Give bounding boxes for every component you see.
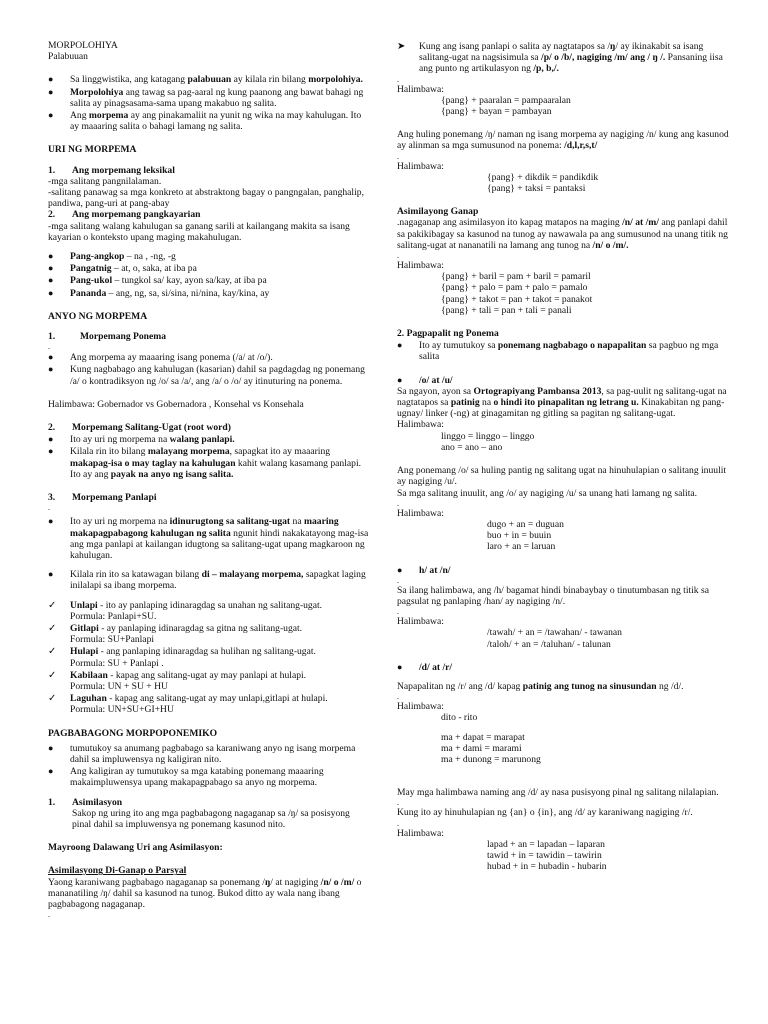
dot-marker: . (397, 251, 399, 261)
ou-text2-line: Sa mga salitang inuulit, ang /o/ ay nagiging /u/ sa unang hati lamang ng salita. (397, 487, 698, 499)
panlapi-bullet: ● Ito ay uri ng morpema na idinurugtong sa salitang-ugat na maaring makapagpabagong kahulugan ng salita ngunit hindi nakakatayong mag-isa ang mga panlapi at kailangan idugtong sa salitang-ugat upang magkaroon ng kahulugan. (48, 516, 370, 561)
pinal-text: May mga halimbawa naming ang /d/ ay nasa pusisyong pinal ng salitang nilalapian. (397, 787, 719, 799)
kayarian-item: ● Pananda – ang, ng, sa, si/sina, ni/nina, kay/kina, ay (48, 288, 370, 299)
ugat-bullet: ● Ito ay uri ng morpema na walang panlapi. (48, 434, 370, 445)
di-ganap-text: Yaong karaniwang pagbabago nagaganap sa ponemang /ŋ/ at nagiging /n/ o /m/ o mananatiling /ŋ/ dahil sa kasunod na tunog. Bukod ditto ay wala nang ibang pagbabagong nagaganap. (48, 876, 362, 910)
ou-text2-line: Ang ponemang /o/ sa huling pantig ng salitang ugat na hinuhulapian o salitang inuulit ay nagiging /u/. (397, 465, 727, 488)
example-line: linggo = linggo – linggo (441, 430, 535, 442)
ponema-example: Halimbawa: Gobernador vs Gobernadora , Konsehal vs Konsehala (48, 398, 304, 410)
dot-marker: . (397, 498, 399, 508)
halimbawa-label: Halimbawa: (397, 419, 444, 431)
example-line: {pang} + paaralan = pampaaralan (441, 94, 571, 106)
anyo-item-2: 2. Morpemang Salitang-Ugat (root word) (48, 422, 231, 434)
bullet-icon (48, 352, 70, 363)
checkmark-icon (48, 693, 70, 715)
checkmark-icon (48, 646, 70, 668)
uri-1-line: -mga salitang pangnilalaman. (48, 175, 162, 187)
example-line: ma + dami = marami (441, 742, 522, 754)
example-line: /tawah/ + an = /tawahan/ - tawanan (487, 627, 622, 639)
pagbabagong-heading: PAGBABAGONG MORPOPONEMIKO (48, 727, 218, 739)
checkmark-icon (48, 623, 70, 645)
dot-marker: . (397, 607, 399, 617)
bullet-icon (397, 662, 419, 673)
anyo-heading: ANYO NG MORPEMA (48, 310, 148, 322)
checkmark-icon (48, 600, 70, 622)
bullet-icon (48, 446, 70, 480)
kung-text: Kung ito ay hinuhulapian ng {an} o {in}, ang /d/ ay karaniwang nagiging /r/. (397, 807, 693, 819)
example-line: /taloh/ + an = /taluhan/ - talunan (487, 638, 611, 650)
bullet-icon (48, 110, 70, 132)
checkmark-icon (48, 670, 70, 692)
panlapi-type: ✓ Laguhan - kapag ang salitang-ugat ay may unlapi,gitlapi at hulapi. Pormula: UN+SU+GI+HU (48, 693, 370, 715)
halimbawa-label: Halimbawa: (397, 507, 444, 519)
example-line: ma + dunong = marunong (441, 753, 541, 765)
uri-1-line: -salitang panawag sa mga konkreto at abstraktong bagay o pangngalan, panghalip, pandiwa, pang-uri at pang-abay (48, 187, 364, 210)
halimbawa-label: Halimbawa: (397, 260, 444, 272)
bullet-icon (48, 364, 70, 386)
dalawang-uri-heading: Mayroong Dalawang Uri ang Asimilasyon: (48, 842, 223, 854)
di-ganap-heading: Asimilasyong Di-Ganap o Parsyal (48, 865, 187, 877)
panlapi-type: ✓ Gitlapi - ay panlaping idinaragdag sa gitna ng salitang-ugat. Formula: SU+Panlapi (48, 623, 370, 645)
dot-marker: . (397, 151, 399, 161)
pagbabagong-bullet: ● Ang kaligiran ay tumutukoy sa mga katabing ponemang maaaring makaimpluwensya upang makapagpabago sa anyo ng morpema. (48, 766, 370, 788)
anyo-item-1: 1. Morpemang Ponema (48, 331, 167, 343)
asimilasyon-text: Sakop ng uring ito ang mga pagbabagong nagaganap sa /ŋ/ sa posisyong pinal dahil sa impluwensya ng ponemang kasunod nito. (72, 807, 350, 830)
example-line: {pang} + baril = pam + baril = pamaril (441, 271, 591, 283)
bullet-icon (397, 565, 419, 576)
bullet-icon (48, 743, 70, 765)
halimbawa-label: Halimbawa: (397, 827, 444, 839)
example-line: ma + dapat = marapat (441, 731, 525, 743)
bullet-icon (48, 251, 70, 262)
halimbawa-label: Halimbawa: (397, 701, 444, 713)
pagbabagong-bullet: ● tumutukoy sa anumang pagbabago sa karaniwang anyo ng isang morpema dahil sa impluwensya ng kaligiran nito. (48, 743, 370, 765)
ou-heading-bullet: ● /o/ at /u/ (397, 375, 733, 386)
panlapi-type: ✓ Kabilaan - kapag ang salitang-ugat ay may panlapi at hulapi. Pormula: UN + SU + HU (48, 670, 370, 692)
bullet-icon (48, 275, 70, 286)
example-line: ano = ano – ano (441, 441, 503, 453)
example-line: {pang} + palo = pam + palo = pamalo (441, 282, 588, 294)
example-line: dito - rito (441, 712, 478, 724)
example-line: laro + an = laruan (487, 541, 556, 553)
kayarian-item: ● Pang-angkop – na , -ng, -g (48, 251, 370, 262)
dot-marker: . (397, 575, 399, 585)
doc-title: MORPOLOHIYA (48, 40, 118, 51)
dot-marker: . (397, 692, 399, 702)
kayarian-item: ● Pangatnig – at, o, saka, at iba pa (48, 263, 370, 274)
hn-text: Sa ilang halimbawa, ang /h/ bagamat hindi binabaybay o tinutumbasan ng titik sa pagsulat ng panlaping /han/ ay nagiging /n/. (397, 584, 709, 607)
dot-marker: . (397, 818, 399, 828)
bullet-icon (48, 516, 70, 561)
example-line: {pang} + taksi = pantaksi (487, 183, 586, 195)
halimbawa-label: Halimbawa: (397, 160, 444, 172)
bullet-icon (48, 766, 70, 788)
dot-marker: . (397, 798, 399, 808)
uri-2-line: -mga salitang walang kahulugan sa ganang sarili at kailangang makita sa isang kayarian o konteksto upang maging makahulugan. (48, 220, 350, 243)
bullet-icon (48, 87, 70, 109)
panlapi-type: ✓ Hulapi - ang panlaping idinaragdag sa hulihan ng salitang-ugat. Pormula: SU + Panlapi . (48, 646, 370, 668)
dot-marker: . (48, 910, 50, 920)
pagpapalit-bullet: ● Ito ay tumutukoy sa ponemang nagbabago o napapalitan sa pagbuo ng mga salita (397, 340, 733, 362)
bullet-icon (48, 434, 70, 445)
example-line: dugo + an = duguan (487, 518, 564, 530)
uri-heading: URI NG MORPEMA (48, 144, 137, 156)
ou-text: Sa ngayon, ayon sa Ortograpiyang Pambansa 2013, sa pag-uulit ng salitang-ugat na nagtatapos sa patinig na o hindi ito pinapalitan ng letrang u. Kinakabitan ng pang-ugnay/ linker (-ng) at ginagamitan ng gitling sa pagitan ng salitang-ugat. (397, 385, 727, 420)
uri-item-2: 2. Ang morpemang pangkayarian (48, 209, 201, 221)
bullet-icon (397, 375, 419, 386)
dot-marker: . (48, 503, 50, 513)
arrow-icon (397, 41, 419, 75)
example-line: {pang} + takot = pan + takot = panakot (441, 293, 593, 305)
first-arrow-bullet: ➤ Kung ang isang panlapi o salita ay nagtatapos sa /ŋ/ ay ikinakabit sa isang salitang-ugat na nagsisimula sa /p/ o /b/, nagiging /m/ ang / ŋ /. Pansaning iisa ang punto ng artikulasyon ng /p, b,/. (397, 41, 733, 75)
example-line: {pang} + dikdik = pandikdik (487, 171, 599, 183)
asimilasyon-item: 1. Asimilasyon (48, 796, 123, 808)
ponema-bullet: ● Kung nagbabago ang kahulugan (kasarian) dahil sa pagdagdag ng ponemang /a/ o kontradiksyon ng /o/ sa /a/, ang /a/ o /o/ ay itinuturing na ponema. (48, 364, 370, 386)
left-column (48, 40, 370, 919)
halimbawa-label: Halimbawa: (397, 83, 444, 95)
doc-subtitle: Palabuuan (48, 51, 88, 63)
right-column (397, 40, 733, 872)
example-line: {pang} + tali = pan + tali = panali (441, 304, 572, 316)
ugat-bullet: ● Kilala rin ito bilang malayang morpema, sapagkat ito ay maaaring makapag-isa o may taglay na kahulugan kahit walang kasamang panlapi. Ito ay ang payak na anyo ng isang salita. (48, 446, 370, 480)
hn-heading-bullet: ● h/ at /n/ (397, 565, 733, 576)
kayarian-item: ● Pang-ukol – tungkol sa/ kay, ayon sa/kay, at iba pa (48, 275, 370, 286)
dot-marker: . (397, 74, 399, 84)
halimbawa-label: Halimbawa: (397, 616, 444, 628)
ganap-heading: Asimilayong Ganap (397, 206, 479, 218)
example-line: buo + in = buuin (487, 530, 552, 542)
bullet-icon (48, 569, 70, 591)
huling-ponema-text: Ang huling ponemang /ŋ/ naman ng isang morpema ay nagiging /n/ kung ang kasunod ay alinman sa mga sumusunod na ponema: /d,l,r,s,t/ (397, 129, 729, 152)
bullet-icon (48, 74, 70, 85)
bullet-icon (397, 340, 419, 362)
dr-text: Napapalitan ng /r/ ang /d/ kapag patinig ang tunog na sinusundan ng /d/. (397, 680, 684, 692)
panlapi-type: ✓ Unlapi - ito ay panlaping idinaragdag sa unahan ng salitang-ugat. Pormula: Panlapi+SU. (48, 600, 370, 622)
bullet-icon (48, 263, 70, 274)
intro-bullet-3: ● Ang morpema ay ang pinakamaliit na yunit ng wika na may kahulugan. Ito ay maaaring salita o bahagi lamang ng salita. (48, 110, 370, 132)
panlapi-bullet: ● Kilala rin ito sa katawagan bilang di – malayang morpema, sapagkat laging inilalapi sa ibang morpema. (48, 569, 370, 591)
dot-marker: . (48, 342, 50, 352)
intro-bullet-2: ● Morpolohiya ang tawag sa pag-aaral ng kung paanong ang bawat bahagi ng salita ay pinagsasama-sama upang makabuo ng salita. (48, 87, 370, 109)
bullet-icon (48, 288, 70, 299)
anyo-item-3: 3. Morpemang Panlapi (48, 492, 157, 504)
example-line: {pang} + bayan = pambayan (441, 106, 552, 118)
ponema-bullet: ● Ang morpema ay maaaring isang ponema (/a/ at /o/). (48, 352, 370, 363)
example-line: lapad + an = lapadan – laparan (487, 838, 605, 850)
dr-heading-bullet: ● /d/ at /r/ (397, 662, 733, 673)
uri-item-1: 1. Ang morpemang leksikal (48, 164, 175, 176)
example-line: hubad + in = hubadin - hubarin (487, 861, 607, 873)
pagpapalit-heading: 2. Pagpapalit ng Ponema (397, 328, 499, 340)
intro-bullet-1: ● Sa linggwistika, ang katagang palabuuan ay kilala rin bilang morpolohiya. (48, 74, 370, 85)
ganap-text: .nagaganap ang asimilasyon ito kapag matapos na maging /n/ at /m/ ang panlapi dahil sa pakikibagay sa kasunod na tunog ay nawawala pa ang sumusunod na unang titik ng salitang-ugat at nananatili na lamang ang tunog na /n/ o /m/. (397, 217, 728, 251)
example-line: tawid + in = tawidin – tawirin (487, 849, 602, 861)
